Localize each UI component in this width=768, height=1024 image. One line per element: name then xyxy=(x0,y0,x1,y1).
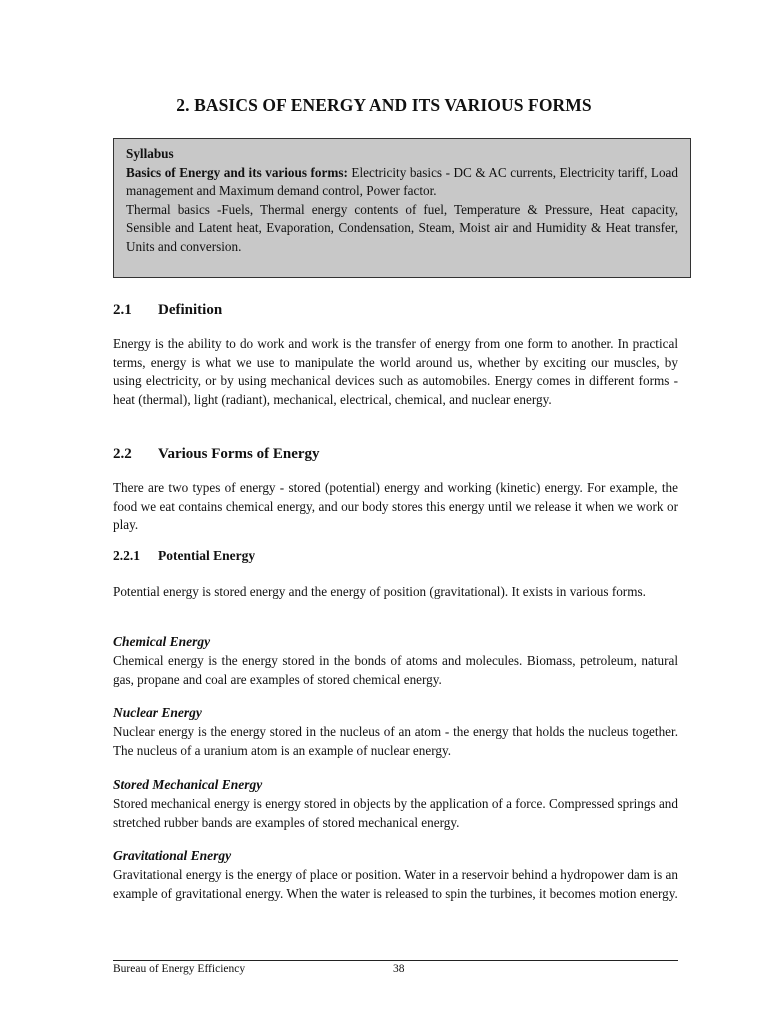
footer-page-number: 38 xyxy=(393,963,405,975)
subsection-title: Potential Energy xyxy=(158,548,256,563)
section-title: Definition xyxy=(158,302,223,318)
nuclear-energy-paragraph: Nuclear energy is the energy stored in the nucleus of an atom - the energy that holds the nucleus together. The nucleus of a uranium atom is an example of nuclear energy. xyxy=(113,724,678,758)
chapter-title: 2. BASICS OF ENERGY AND ITS VARIOUS FORMS xyxy=(176,95,592,115)
section-heading-definition xyxy=(113,302,222,319)
nuclear-energy-heading: Nuclear Energy xyxy=(113,705,202,720)
syllabus-box xyxy=(113,138,691,278)
potential-energy-paragraph: Potential energy is stored energy and the energy of position (gravitational). It exists in various forms. xyxy=(113,584,646,599)
syllabus-thermal-line: Thermal basics -Fuels, Thermal energy contents of fuel, Temperature & Pressure, Heat capacity, Sensible and Latent heat, Evaporation, Condensation, Steam, Moist air and Humidity & Heat transfer, Units and conversion. xyxy=(126,201,678,254)
section-heading-various-forms xyxy=(113,446,320,463)
subsection-number: 2.2.1 xyxy=(113,548,140,563)
footer-publisher: Bureau of Energy Efficiency xyxy=(113,963,246,975)
chemical-energy-heading: Chemical Energy xyxy=(113,634,211,649)
mechanical-energy-paragraph: Stored mechanical energy is energy stored in objects by the application of a force. Compressed springs and stretched rubber bands are examples of stored mechanical energy. xyxy=(113,796,678,830)
syllabus-heading: Syllabus xyxy=(126,146,174,161)
syllabus-lead: Basics of Energy and its various forms: xyxy=(126,164,348,180)
syllabus-electricity-line xyxy=(126,164,678,201)
various-forms-paragraph: There are two types of energy - stored (potential) energy and working (kinetic) energy. For example, the food we eat contains chemical energy, and our body stores this energy until we release it when we work or play. xyxy=(113,480,678,532)
section-number: 2.2 xyxy=(113,446,132,462)
footer-divider xyxy=(113,960,678,961)
section-number: 2.1 xyxy=(113,302,132,318)
syllabus-electricity-topics: Electricity basics - DC & AC currents, Electricity tariff, Load management and Maximum demand control, Power factor. xyxy=(126,164,678,198)
subsection-heading-potential xyxy=(113,548,255,564)
gravitational-energy-heading: Gravitational Energy xyxy=(113,848,232,863)
section-title: Various Forms of Energy xyxy=(158,446,320,462)
gravitational-energy-paragraph: Gravitational energy is the energy of place or position. Water in a reservoir behind a hydropower dam is an example of gravitational energy. When the water is released to spin the turbines, it becomes motion energy. xyxy=(113,867,678,901)
definition-paragraph: Energy is the ability to do work and work is the transfer of energy from one form to another. In practical terms, energy is what we use to manipulate the world around us, whether by exciting our muscles, by using electricity, or by using mechanical devices such as automobiles. Energy comes in different forms - heat (thermal), light (radiant), mechanical, electrical, chemical, and nuclear energy. xyxy=(113,336,678,407)
chemical-energy-paragraph: Chemical energy is the energy stored in the bonds of atoms and molecules. Biomass, petroleum, natural gas, propane and coal are examples of stored chemical energy. xyxy=(113,653,678,687)
mechanical-energy-heading: Stored Mechanical Energy xyxy=(113,777,263,792)
